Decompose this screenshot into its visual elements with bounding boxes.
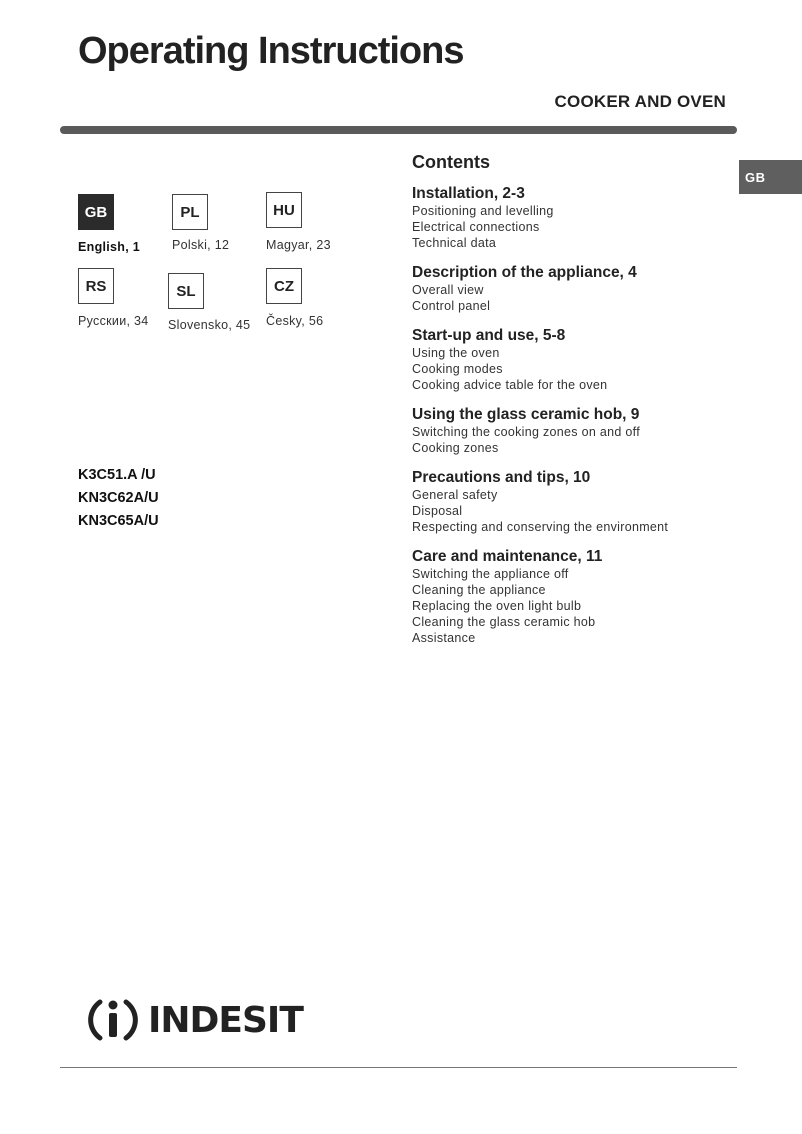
contents-section: [412, 406, 742, 456]
section-item[interactable]: Switching the cooking zones on and off: [412, 425, 640, 439]
language-box-gb[interactable]: GB: [78, 194, 114, 230]
language-box-hu[interactable]: HU: [266, 192, 302, 228]
section-item[interactable]: Using the oven: [412, 346, 500, 360]
table-of-contents: [412, 152, 742, 659]
model-name: K3C51.A /U: [78, 467, 156, 483]
model-list: [78, 464, 159, 533]
contents-section: [412, 185, 742, 251]
language-box-pl[interactable]: PL: [172, 194, 208, 230]
footer-divider: [60, 1067, 737, 1068]
contents-section: [412, 548, 742, 646]
language-label-rs[interactable]: Русскии, 34: [78, 314, 149, 328]
language-label-cz[interactable]: Česky, 56: [266, 314, 324, 328]
section-title[interactable]: Precautions and tips, 10: [412, 469, 591, 486]
contents-section: [412, 327, 742, 393]
indesit-logo-icon: [86, 993, 140, 1047]
brand-logo: [86, 993, 303, 1047]
section-title[interactable]: Installation, 2-3: [412, 185, 525, 202]
section-item[interactable]: Control panel: [412, 299, 491, 313]
model-name: KN3C65A/U: [78, 513, 159, 529]
section-item[interactable]: General safety: [412, 488, 498, 502]
section-item[interactable]: Disposal: [412, 504, 463, 518]
section-item[interactable]: Assistance: [412, 631, 476, 645]
language-label-gb[interactable]: English, 1: [78, 240, 141, 254]
section-title[interactable]: Description of the appliance, 4: [412, 264, 637, 281]
section-item[interactable]: Respecting and conserving the environment: [412, 520, 669, 534]
language-side-tab: GB: [739, 160, 802, 194]
model-name: KN3C62A/U: [78, 490, 159, 506]
section-item[interactable]: Cooking zones: [412, 441, 499, 455]
brand-name: INDESIT: [148, 999, 303, 1041]
section-item[interactable]: Positioning and levelling: [412, 204, 554, 218]
section-item[interactable]: Cleaning the glass ceramic hob: [412, 615, 596, 629]
page-title: Operating Instructions: [78, 30, 464, 72]
section-item[interactable]: Switching the appliance off: [412, 567, 569, 581]
section-item[interactable]: Cleaning the appliance: [412, 583, 546, 597]
language-box-cz[interactable]: CZ: [266, 268, 302, 304]
page-subtitle: COOKER AND OVEN: [554, 92, 726, 111]
section-item[interactable]: Cooking modes: [412, 362, 503, 376]
section-item[interactable]: Electrical connections: [412, 220, 540, 234]
section-item[interactable]: Overall view: [412, 283, 484, 297]
section-item[interactable]: Technical data: [412, 236, 497, 250]
language-label-pl[interactable]: Polski, 12: [172, 238, 230, 252]
section-item[interactable]: Cooking advice table for the oven: [412, 378, 608, 392]
section-item[interactable]: Replacing the oven light bulb: [412, 599, 582, 613]
language-box-rs[interactable]: RS: [78, 268, 114, 304]
section-title[interactable]: Start-up and use, 5-8: [412, 327, 566, 344]
section-title[interactable]: Using the glass ceramic hob, 9: [412, 406, 640, 423]
contents-section: [412, 469, 742, 535]
section-title[interactable]: Care and maintenance, 11: [412, 548, 603, 565]
contents-heading: Contents: [412, 152, 490, 172]
language-box-sl[interactable]: SL: [168, 273, 204, 309]
language-label-hu[interactable]: Magyar, 23: [266, 238, 331, 252]
header-divider: [60, 126, 737, 134]
language-label-sl[interactable]: Slovensko, 45: [168, 318, 251, 332]
contents-section: [412, 264, 742, 314]
